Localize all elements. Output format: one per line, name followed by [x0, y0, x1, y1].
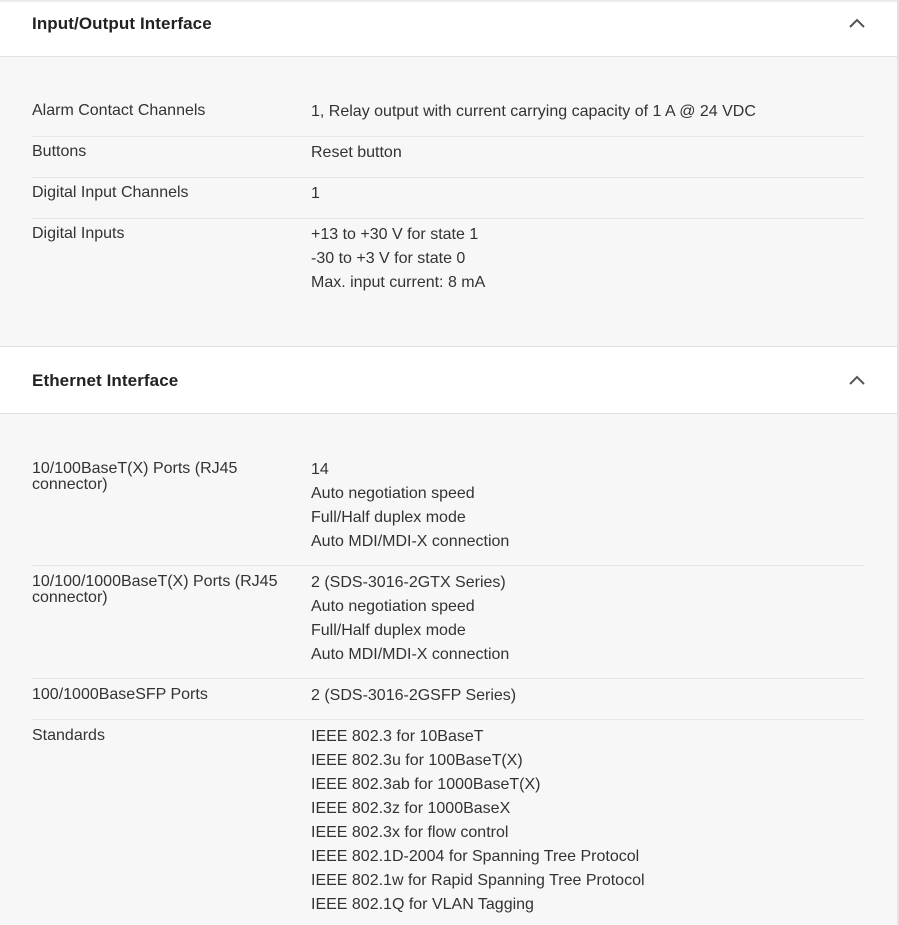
spec-row: [32, 728, 864, 925]
spec-row: [32, 185, 864, 219]
section-body-input-output: [0, 57, 897, 346]
spec-row: [32, 574, 864, 679]
section-header-ethernet[interactable]: [0, 347, 897, 414]
section-title: Input/Output Interface: [32, 14, 212, 33]
spec-row: [32, 687, 864, 720]
spec-label: Standards: [32, 727, 105, 744]
spec-row: [32, 461, 864, 566]
spec-value: IEEE 802.3 for 10BaseT IEEE 802.3u for 100BaseT(X) IEEE 802.3ab for 1000BaseT(X) IEEE 802.3z for 1000BaseX IEEE 802.3x for flow control IEEE 802.1D-2004 for Spanning Tree Protocol IEEE 802.1w for Rapid Spanning Tree Protocol IEEE 802.1Q for VLAN Tagging: [311, 728, 645, 913]
spec-value: 2 (SDS-3016-2GSFP Series): [311, 687, 517, 704]
chevron-up-icon[interactable]: [848, 374, 866, 386]
spec-row: [32, 226, 864, 306]
spec-label: 10/100/1000BaseT(X) Ports (RJ45 connector): [32, 573, 278, 606]
spec-row: [32, 144, 864, 178]
spec-label: Digital Inputs: [32, 225, 125, 242]
spec-value: 1: [311, 185, 320, 202]
spec-value: Reset button: [311, 144, 402, 161]
spec-label: Alarm Contact Channels: [32, 102, 206, 119]
section-title: Ethernet Interface: [32, 371, 179, 390]
spec-value: 14 Auto negotiation speed Full/Half duplex mode Auto MDI/MDI-X connection: [311, 461, 510, 550]
spec-label: 10/100BaseT(X) Ports (RJ45 connector): [32, 460, 238, 493]
spec-label: Digital Input Channels: [32, 184, 189, 201]
spec-value: 2 (SDS-3016-2GTX Series) Auto negotiation speed Full/Half duplex mode Auto MDI/MDI-X connection: [311, 574, 510, 663]
chevron-up-icon[interactable]: [848, 17, 866, 29]
section-header-input-output[interactable]: [0, 0, 897, 57]
top-shadow: [0, 0, 897, 3]
section-body-ethernet: [0, 414, 897, 925]
spec-value: 1, Relay output with current carrying capacity of 1 A @ 24 VDC: [311, 103, 756, 120]
spec-label: 100/1000BaseSFP Ports: [32, 686, 208, 703]
spec-row: [32, 103, 864, 137]
spec-value: +13 to +30 V for state 1 -30 to +3 V for state 0 Max. input current: 8 mA: [311, 226, 486, 291]
spec-label: Buttons: [32, 143, 87, 160]
